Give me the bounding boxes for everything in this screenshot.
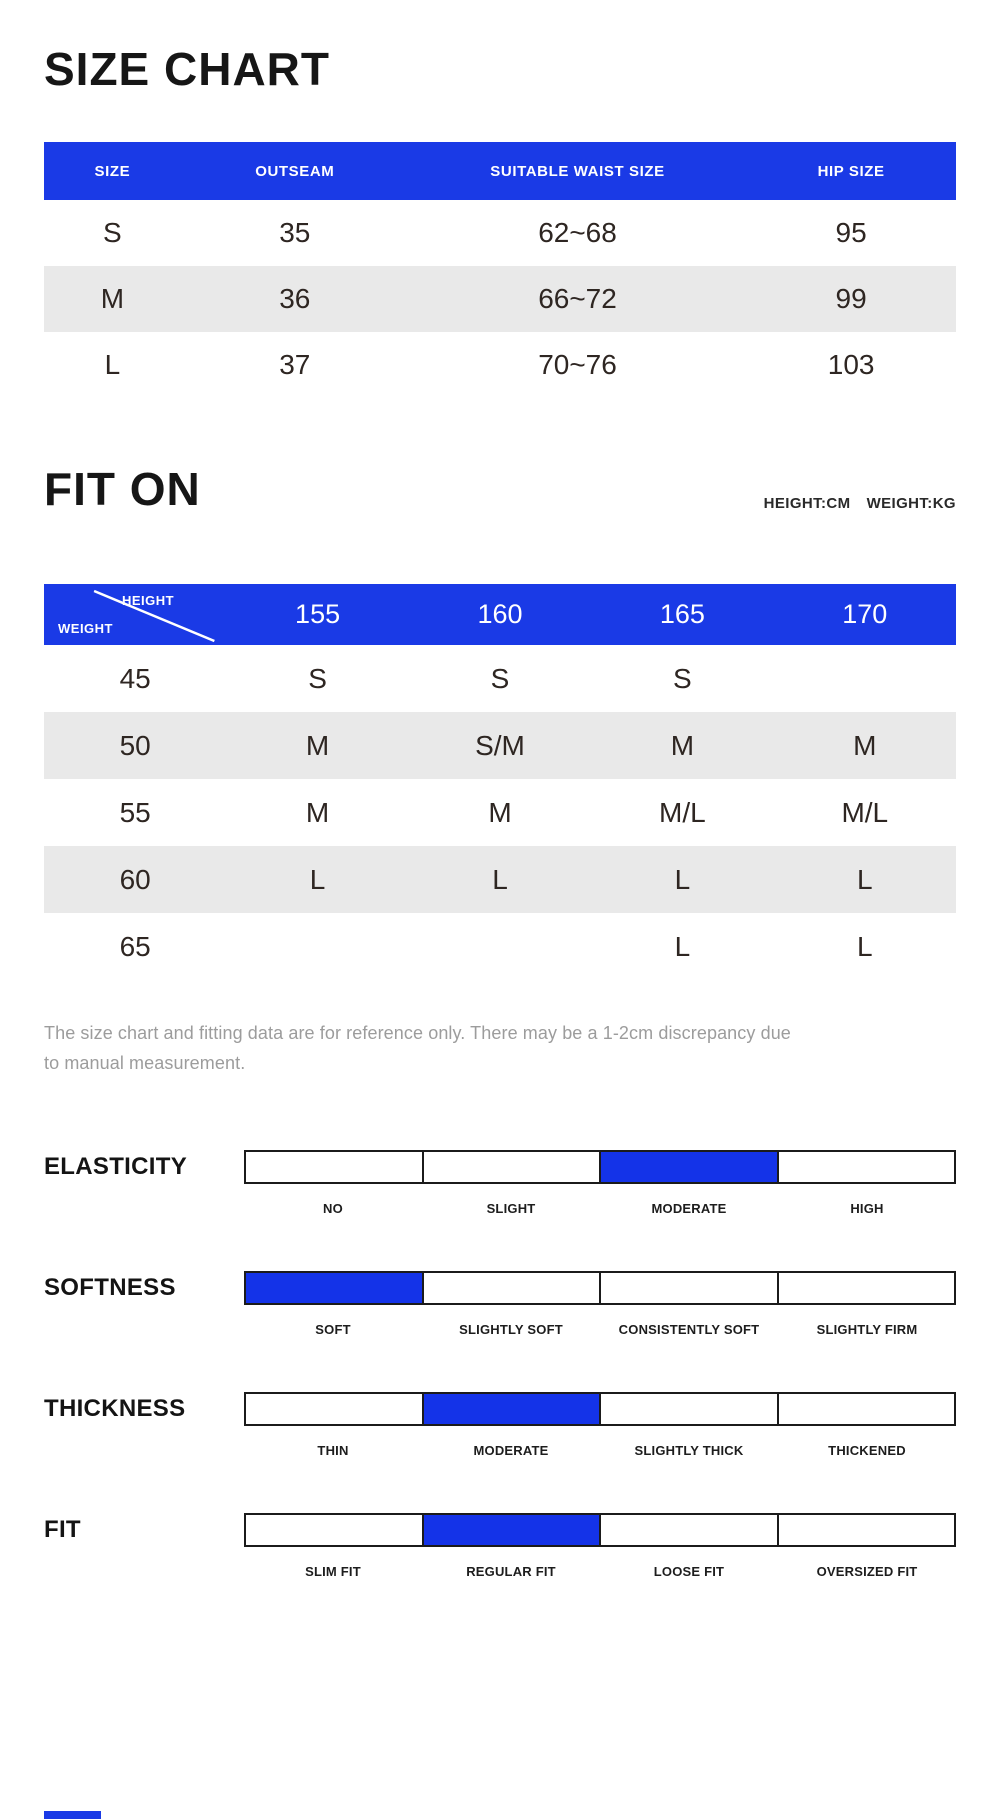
scale-segment xyxy=(779,1152,955,1182)
fit-on-header-row xyxy=(44,584,956,645)
fit-on-table xyxy=(44,584,956,980)
fit-cell: M xyxy=(305,729,330,761)
weight-value: 45 xyxy=(119,662,151,694)
cell-size: S xyxy=(103,217,122,248)
size-chart-col-hip: HIP SIZE xyxy=(746,142,956,200)
size-chart-row-s xyxy=(44,200,956,266)
fit-cell: M xyxy=(305,796,330,828)
fit-row-65 xyxy=(44,913,956,980)
fit-on-title: FIT ON xyxy=(44,463,201,515)
scale-segment xyxy=(601,1273,779,1303)
scale-segment xyxy=(779,1515,955,1545)
size-chart-row-m xyxy=(44,266,956,332)
scale-option-label: SLIGHTLY SOFT xyxy=(459,1322,563,1337)
scale-option-label: LOOSE FIT xyxy=(653,1564,725,1579)
scale-segment-selected xyxy=(424,1515,602,1545)
scale-segment xyxy=(246,1394,424,1424)
fit-cell: S xyxy=(308,662,327,694)
cell-waist: 66~72 xyxy=(538,283,617,314)
scale-option-label: SLIGHTLY THICK xyxy=(634,1443,744,1458)
scale-option-label: HIGH xyxy=(850,1201,884,1216)
disclaimer-line-2: to manual measurement. xyxy=(44,1053,246,1073)
scale-option-label: REGULAR FIT xyxy=(466,1564,556,1579)
size-chart-col-outseam: OUTSEAM xyxy=(181,142,409,200)
cell-size: L xyxy=(104,349,121,380)
scale-segment xyxy=(424,1152,602,1182)
scale-option-label: SOFT xyxy=(315,1322,351,1337)
fit-cell: L xyxy=(856,863,873,895)
fit-cell xyxy=(226,913,408,980)
height-col-155: 155 xyxy=(226,584,408,645)
scale-option-label: OVERSIZED FIT xyxy=(816,1564,918,1579)
softness-scale xyxy=(44,1271,956,1337)
fit-cell: S/M xyxy=(475,729,525,761)
axis-label-weight: WEIGHT xyxy=(58,621,113,636)
elasticity-bar xyxy=(244,1150,956,1184)
fit-cell: M/L xyxy=(841,796,889,828)
weight-value: 55 xyxy=(119,796,151,828)
softness-bar xyxy=(244,1271,956,1305)
size-chart-title: SIZE CHART xyxy=(44,43,330,95)
fit-cell: M xyxy=(853,729,877,761)
cell-outseam: 37 xyxy=(279,349,311,380)
scale-segment-selected xyxy=(424,1394,602,1424)
page-content xyxy=(44,42,956,1579)
height-col-170: 170 xyxy=(774,584,956,645)
elasticity-scale xyxy=(44,1150,956,1216)
elasticity-label: ELASTICITY xyxy=(44,1153,188,1180)
scale-option-label: MODERATE xyxy=(473,1443,549,1458)
scale-option-label: MODERATE xyxy=(651,1201,727,1216)
fit-cell: L xyxy=(674,930,691,962)
cell-size: M xyxy=(100,283,125,314)
scale-option-label: THICKENED xyxy=(828,1443,906,1458)
scale-segment xyxy=(424,1273,602,1303)
cell-outseam: 36 xyxy=(279,283,311,314)
fit-bar xyxy=(244,1513,956,1547)
scale-segment xyxy=(601,1515,779,1545)
height-unit: HEIGHT:CM xyxy=(763,495,851,512)
fit-row-45 xyxy=(44,645,956,712)
scale-segment xyxy=(246,1152,424,1182)
fit-cell: L xyxy=(674,863,691,895)
scale-segment xyxy=(779,1273,955,1303)
scale-segment-selected xyxy=(246,1273,424,1303)
fit-cell: S xyxy=(673,662,692,694)
cell-hip: 103 xyxy=(827,349,875,380)
fit-scale xyxy=(44,1513,956,1579)
size-chart-col-size: SIZE xyxy=(44,142,181,200)
scale-segment xyxy=(246,1515,424,1545)
scale-segment xyxy=(779,1394,955,1424)
fit-cell xyxy=(774,645,956,712)
cell-hip: 95 xyxy=(835,217,867,248)
size-chart-col-waist: SUITABLE WAIST SIZE xyxy=(409,142,746,200)
height-col-165: 165 xyxy=(591,584,773,645)
scale-option-label: CONSISTENTLY SOFT xyxy=(618,1322,760,1337)
size-chart-row-l xyxy=(44,332,956,398)
disclaimer-text xyxy=(44,1018,956,1078)
fit-cell: L xyxy=(856,930,873,962)
scale-option-label: SLIGHTLY FIRM xyxy=(816,1322,918,1337)
fit-cell: M xyxy=(670,729,695,761)
cell-hip: 99 xyxy=(835,283,867,314)
weight-unit: WEIGHT:KG xyxy=(866,495,956,512)
thickness-bar xyxy=(244,1392,956,1426)
scale-segment xyxy=(601,1394,779,1424)
next-section-cutoff-strip xyxy=(44,1811,101,1819)
scale-option-label: THIN xyxy=(317,1443,349,1458)
scale-option-label: NO xyxy=(323,1201,343,1216)
fit-on-heading xyxy=(44,462,956,516)
cell-waist: 70~76 xyxy=(538,349,617,380)
scale-option-label: SLIM FIT xyxy=(305,1564,361,1579)
fit-row-60 xyxy=(44,846,956,913)
thickness-scale xyxy=(44,1392,956,1458)
cell-waist: 62~68 xyxy=(538,217,617,248)
size-chart-table xyxy=(44,142,956,398)
fit-cell: M xyxy=(488,796,512,828)
fit-row-50 xyxy=(44,712,956,779)
fit-row-55 xyxy=(44,779,956,846)
softness-label: SOFTNESS xyxy=(44,1274,176,1301)
fit-cell: M/L xyxy=(659,796,706,828)
fit-cell: S xyxy=(490,662,510,694)
weight-value: 65 xyxy=(119,930,151,962)
size-chart-header-row xyxy=(44,142,956,200)
fit-cell xyxy=(409,913,591,980)
weight-value: 50 xyxy=(119,729,151,761)
cell-outseam: 35 xyxy=(279,217,311,248)
thickness-label: THICKNESS xyxy=(44,1395,186,1422)
fit-cell: L xyxy=(309,863,326,895)
scale-option-label: SLIGHT xyxy=(486,1201,536,1216)
attribute-scales xyxy=(44,1150,956,1579)
weight-value: 60 xyxy=(119,863,151,895)
axis-label-height: HEIGHT xyxy=(122,593,175,608)
scale-segment-selected xyxy=(601,1152,779,1182)
fit-cell: L xyxy=(492,863,508,895)
height-weight-axis-cell xyxy=(44,584,226,645)
height-col-160: 160 xyxy=(409,584,591,645)
fit-label: FIT xyxy=(44,1516,81,1543)
units-note xyxy=(764,495,956,516)
disclaimer-line-1: The size chart and fitting data are for reference only. There may be a 1-2cm discrepancy due xyxy=(44,1023,791,1043)
